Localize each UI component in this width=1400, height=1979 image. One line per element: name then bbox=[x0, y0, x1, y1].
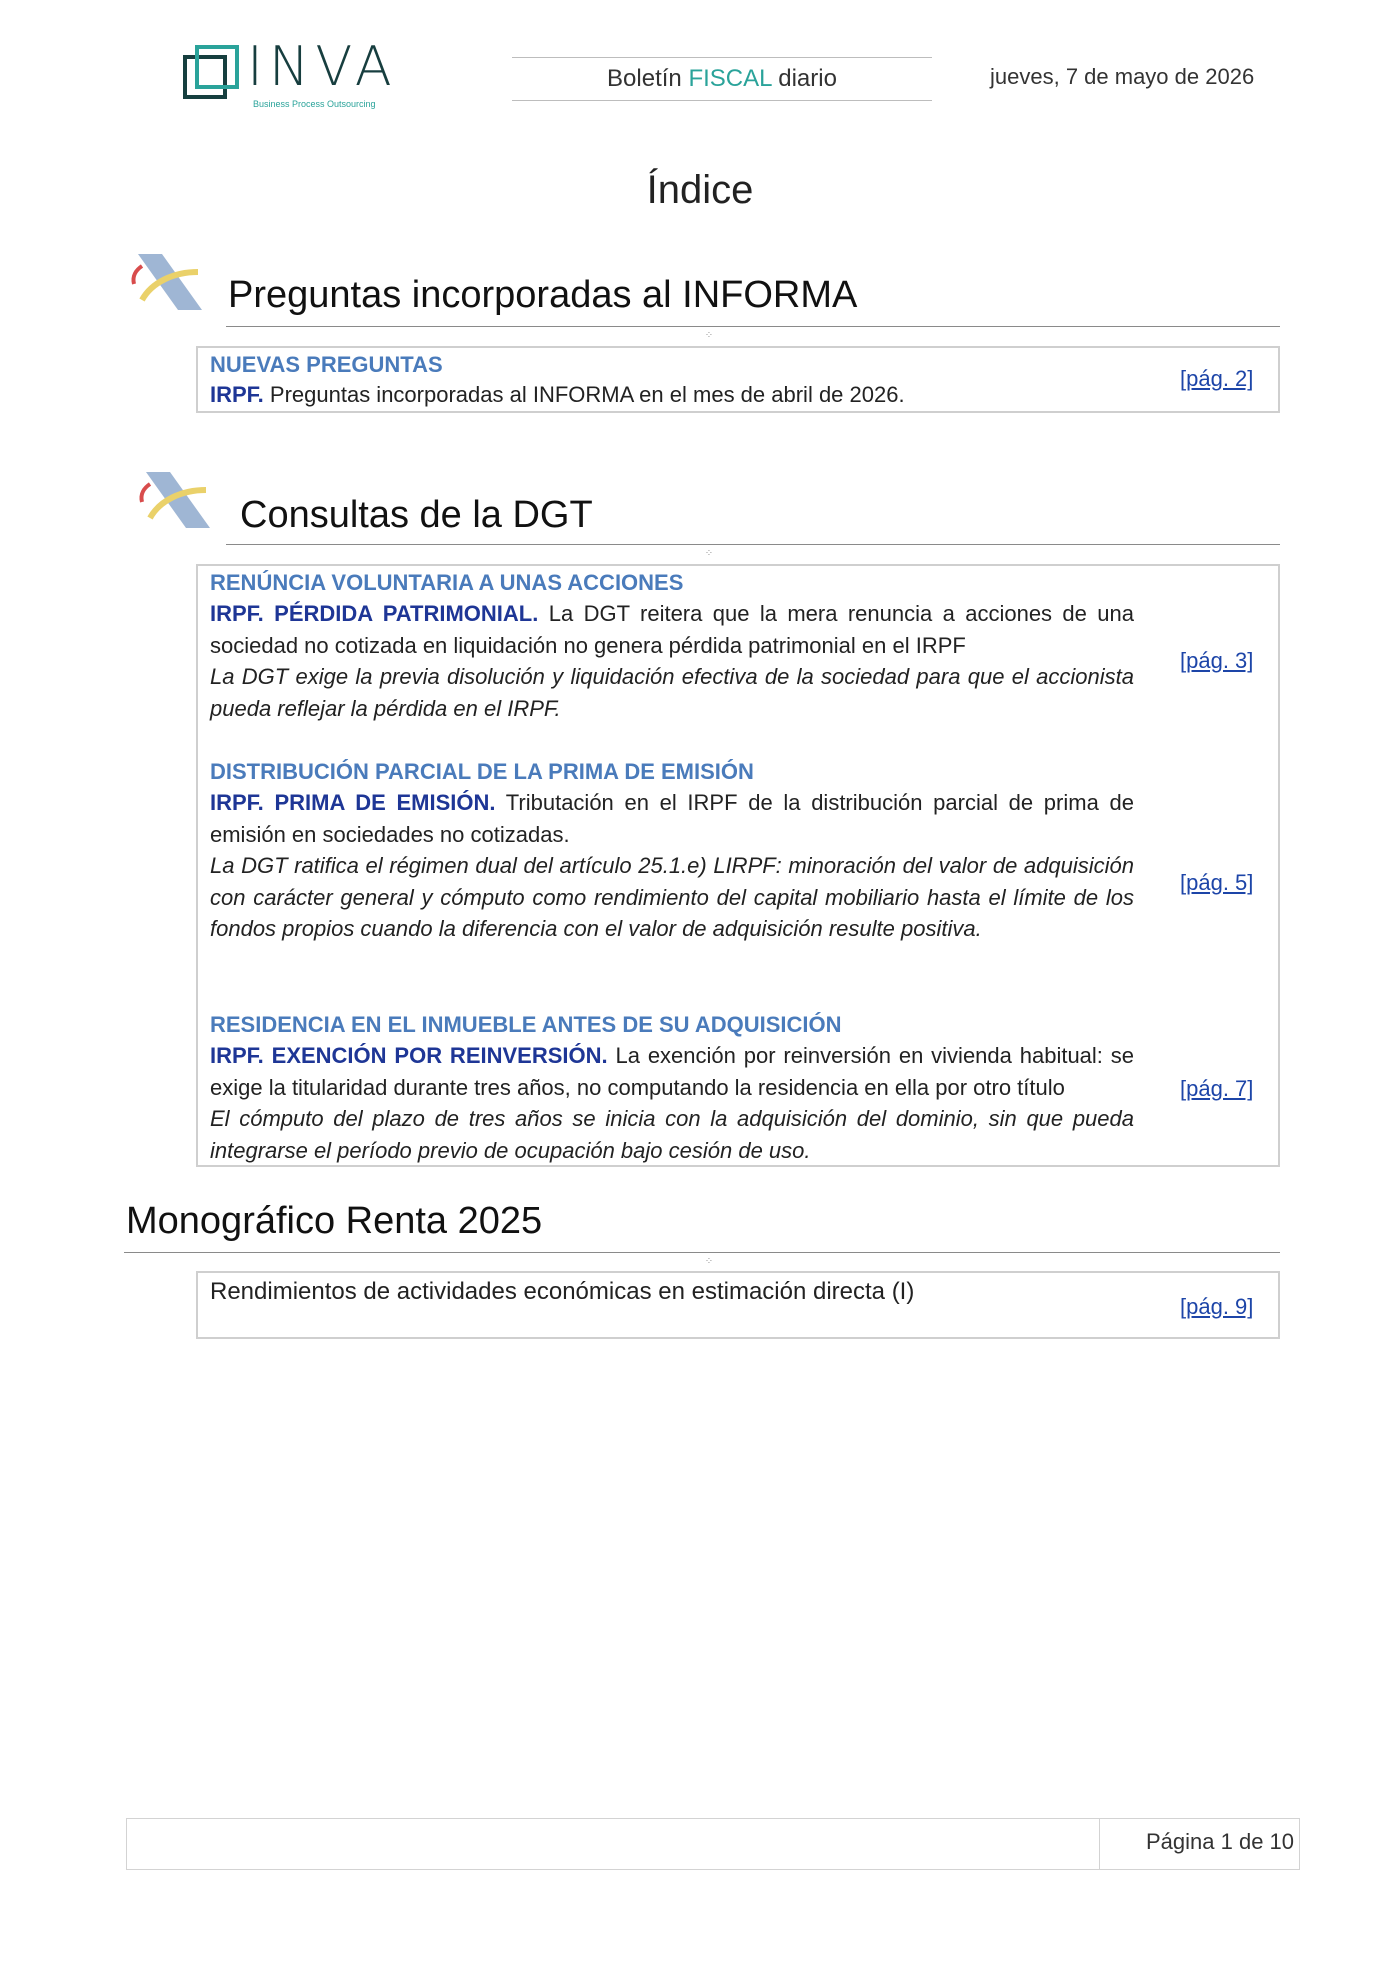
entry-lead: IRPF. PÉRDIDA PATRIMONIAL. bbox=[210, 601, 539, 626]
entry-category: RESIDENCIA EN EL INMUEBLE ANTES DE SU ADQUISICIÓN bbox=[210, 1012, 842, 1037]
page-ref-link[interactable]: [pág. 2] bbox=[1180, 366, 1254, 391]
section-heading: Consultas de la DGT bbox=[240, 494, 593, 536]
page-ref-link[interactable]: [pág. 7] bbox=[1180, 1076, 1254, 1101]
entry-category: DISTRIBUCIÓN PARCIAL DE LA PRIMA DE EMISIÓN bbox=[210, 759, 754, 784]
entry-body: La DGT reitera que la mera renuncia a acciones de una sociedad no cotizada en liquidación no genera pérdida patrimonial en el IRPF bbox=[210, 601, 1134, 658]
entry-text: Rendimientos de actividades económicas en estimación directa (I) bbox=[210, 1278, 915, 1305]
logo-square-teal bbox=[195, 45, 239, 89]
section-heading: Preguntas incorporadas al INFORMA bbox=[228, 274, 858, 316]
footer-box bbox=[126, 1818, 1300, 1870]
entry-text bbox=[210, 787, 1134, 850]
entry-summary: La DGT ratifica el régimen dual del artículo 25.1.e) LIRPF: minoración del valor de adquisición con carácter general y cómputo como rendimiento del capital mobiliario hasta el límite de los fondos propios cuando la diferencia con el valor de adquisición resulte positiva. bbox=[210, 853, 1134, 941]
section-heading: Monográfico Renta 2025 bbox=[126, 1200, 543, 1242]
entry-lead: IRPF. bbox=[210, 382, 264, 407]
page-ref-link[interactable]: [pág. 5] bbox=[1180, 870, 1254, 895]
entry-category: NUEVAS PREGUNTAS bbox=[210, 352, 443, 377]
entry-body: La exención por reinversión en vivienda habitual: se exige la titularidad durante tres años, no computando la residencia en ella por otro título bbox=[210, 1043, 1135, 1100]
page-ref-link[interactable]: [pág. 9] bbox=[1180, 1294, 1254, 1319]
bulletin-title bbox=[512, 57, 932, 101]
entry-summary: El cómputo del plazo de tres años se inicia con la adquisición del dominio, sin que pueda integrarse el período previo de ocupación bajo cesión de uso. bbox=[210, 1106, 1134, 1163]
section-rule bbox=[124, 1252, 1280, 1253]
section-rule bbox=[226, 544, 1280, 545]
entry-summary: La DGT exige la previa disolución y liquidación efectiva de la sociedad para que el accionista pueda reflejar la pérdida en el IRPF. bbox=[210, 664, 1134, 721]
entry-body: Preguntas incorporadas al INFORMA en el mes de abril de 2026. bbox=[263, 382, 905, 407]
header-date: jueves, 7 de mayo de 2026 bbox=[990, 64, 1255, 89]
footer-page-number: Página 1 de 10 bbox=[1146, 1829, 1295, 1854]
inva-logo bbox=[183, 35, 403, 115]
page-title: Índice bbox=[646, 168, 754, 212]
page-ref-link[interactable]: [pág. 3] bbox=[1180, 648, 1254, 673]
aeat-logo-icon bbox=[128, 248, 206, 316]
entry-text bbox=[210, 598, 1134, 661]
bulletin-prefix: Boletín bbox=[607, 65, 689, 92]
entry-lead: IRPF. PRIMA DE EMISIÓN. bbox=[210, 790, 496, 815]
entry-text bbox=[210, 1040, 1134, 1103]
section-rule bbox=[226, 326, 1280, 327]
logo-tagline: Business Process Outsourcing bbox=[253, 99, 376, 109]
aeat-logo-icon bbox=[136, 466, 214, 534]
anchor-mark-icon: ⁘ bbox=[704, 330, 714, 341]
anchor-mark-icon: ⁘ bbox=[704, 1256, 714, 1267]
entry-body: Tributación en el IRPF de la distribución parcial de prima de emisión en sociedades no cotizadas. bbox=[210, 790, 1134, 847]
footer-divider bbox=[1099, 1819, 1100, 1869]
bulletin-suffix: diario bbox=[771, 65, 837, 92]
bulletin-accent: FISCAL bbox=[688, 65, 772, 92]
entry-lead: IRPF. EXENCIÓN POR REINVERSIÓN. bbox=[210, 1043, 608, 1068]
anchor-mark-icon: ⁘ bbox=[704, 548, 714, 559]
entry-category: RENÚNCIA VOLUNTARIA A UNAS ACCIONES bbox=[210, 570, 684, 595]
entry-text bbox=[210, 379, 1130, 411]
logo-wordmark: INVA bbox=[247, 35, 398, 98]
